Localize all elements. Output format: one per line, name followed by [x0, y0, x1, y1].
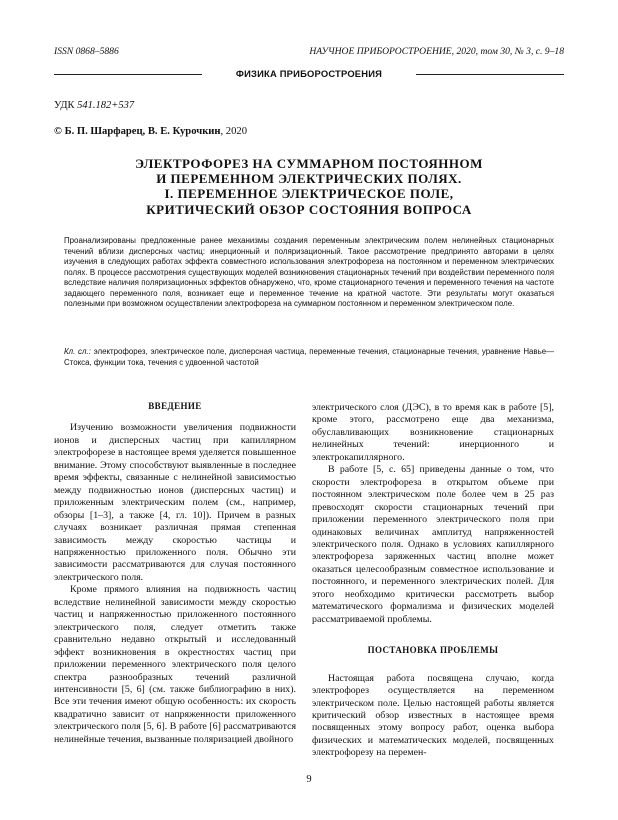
section-title: ФИЗИКА ПРИБОРОСТРОЕНИЯ: [235, 68, 383, 79]
section-bar: [54, 68, 564, 80]
title-line: И ПЕРЕМЕННОМ ЭЛЕКТРИЧЕСКИХ ПОЛЯХ.: [156, 171, 462, 187]
title-line: ЭЛЕКТРОФОРЕЗ НА СУММАРНОМ ПОСТОЯННОМ: [135, 156, 483, 171]
authors: [54, 126, 247, 137]
paper-title: [54, 156, 564, 217]
udk-label: УДК: [54, 100, 75, 111]
abstract: Проанализированы предложенные ранее механизмы создания переменным электрическим полем нелинейных стационарных течений вблизи дисперсных частиц: инерционный и поляризационный. Такое рассмотрение предпринято авторами в целях изучения в следующих работах эффекта совместного использования электрофореза на постоянном и переменном электрических полях. В процессе рассмотрения существующих моделей возникновения стационарных течений при воздействии переменного поля вследствие наличия поляризационных эффектов обнаружено, что, кроме стационарного течения и переменного течения на частоте задающего переменного поля, возникает еще и переменное течение на кратной частоте. Эти результаты могут оказаться полезными при возможном осуществлении электрофореза на суммарном постоянном и переменном электрическом поле.: [64, 236, 554, 308]
paragraph: В работе [5, с. 65] приведены данные о том, что скорости электрофореза в открытом объеме при постоянном электрическом поле более чем в 25 раз превосходят скорости стационарных течений при приложении переменного электрического поля при одинаковых величинах амплитуд напряженностей электрического поля. Однако в условиях капиллярного электрофореза заряженных частиц вполне может оказаться целесообразным совместное использование и постоянного, и переменного электрических полей. Для этого необходимо критически рассмотреть выбор математического формализма и физических моделей рассматриваемой проблемы.: [312, 464, 554, 625]
udk-code: 541.182+537: [77, 100, 135, 111]
section-heading-introduction: ВВЕДЕНИЕ: [148, 401, 202, 411]
right-column: [312, 402, 554, 760]
paragraph: Настоящая работа посвящена случаю, когда электрофорез осуществляется на переменном электрическом поле. Целью настоящей работы является критический обзор известных в настоящее время посвященных этому вопросу работ, оценка выбора физических и математических моделей, посвященных электрофорезу на перемен-: [312, 672, 554, 759]
copyright-year: , 2020: [220, 126, 247, 137]
left-column: [54, 398, 296, 746]
page-number: 9: [306, 774, 312, 785]
author-names: Б. П. Шарфарец, В. Е. Курочкин: [64, 126, 221, 137]
udk: [54, 100, 134, 111]
issn: ISSN 0868–5886: [54, 46, 119, 57]
keywords: [64, 347, 554, 368]
paragraph: электрического слоя (ДЭС), в то время как в работе [5], кроме этого, рассмотрено еще два механизма, обуславливающих возникновение стационарных нелинейных течений: инерционного и электрокапиллярного.: [312, 402, 554, 463]
copyright-symbol: ©: [54, 126, 62, 137]
title-line: I. ПЕРЕМЕННОЕ ЭЛЕКТРИЧЕСКОЕ ПОЛЕ,: [164, 186, 454, 202]
journal-info: НАУЧНОЕ ПРИБОРОСТРОЕНИЕ, 2020, том 30, № 3, с. 9–18: [309, 46, 564, 57]
paragraph: Изучению возможности увеличения подвижности ионов и дисперсных частиц при капиллярном электрофорезе в настоящее время уделяется повышенное внимание. Этому способствуют выявленные в последнее время эффекты, связанные с нелинейной зависимостью между подвижностью ионов (дисперсных частиц) и приложенным электрическим полем (см., например, обзоры [1–3], а также [4, гл. 10]). Причем в разных случаях возникает различная прямая степенная зависимость между скоростью частицы и напряженностью приложенного поля. Обычно эти зависимости рассматриваются для случая постоянного электрического поля.: [54, 422, 296, 583]
keywords-label: Кл. сл.:: [64, 347, 91, 356]
paragraph: Кроме прямого влияния на подвижность частиц вследствие нелинейной зависимости между скоростью частиц и напряженностью приложенного постоянного электрического поля, следует отметить также сравнительно недавно открытый и исследованный эффект возникновения в окрестностях частиц при приложении переменного электрического поля целого спектра разнообразных течений различной интенсивности [5, 6] (см. также библиографию в них). Все эти течения имеют общую особенность: их скорость квадратично зависит от напряженности приложенного электрического поля [5, 6]. В работе [6] рассматриваются нелинейные течения, вызванные поляризацией двойного: [54, 584, 296, 745]
running-header: [54, 46, 564, 57]
title-line: КРИТИЧЕСКИЙ ОБЗОР СОСТОЯНИЯ ВОПРОСА: [146, 201, 472, 217]
divider-right: [416, 74, 564, 75]
keywords-text: электрофорез, электрическое поле, дисперсная частица, переменные течения, стационарные течения, уравнение Навье—Стокса, функции тока, течения с удвоенной частотой: [64, 347, 554, 367]
section-heading-problem: ПОСТАНОВКА ПРОБЛЕМЫ: [367, 645, 499, 656]
